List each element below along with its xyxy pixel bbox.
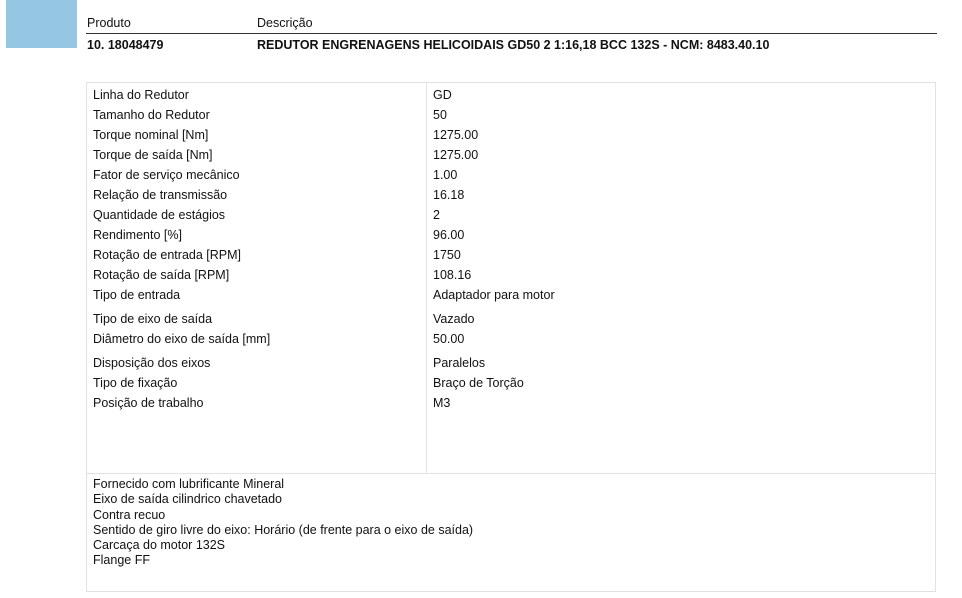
produto-code: 10. 18048479	[87, 38, 164, 52]
note-item: Eixo de saída cilindrico chavetado	[93, 492, 283, 507]
spec-label: Rotação de entrada [RPM]	[93, 248, 241, 262]
spec-label: Tipo de eixo de saída	[93, 312, 213, 326]
spec-value: 108.16	[433, 268, 472, 282]
spec-value: 1275.00	[433, 148, 479, 162]
note-item: Carcaça do motor 132S	[93, 538, 226, 553]
spec-value: 2	[433, 208, 440, 222]
spec-value: 96.00	[433, 228, 465, 242]
spec-label: Torque nominal [Nm]	[93, 128, 209, 142]
logo-block	[6, 0, 77, 48]
spec-label: Torque de saída [Nm]	[93, 148, 213, 162]
spec-label: Tipo de entrada	[93, 288, 181, 302]
spec-label: Fator de serviço mecânico	[93, 168, 240, 182]
spec-value: 16.18	[433, 188, 465, 202]
spec-label: Tamanho do Redutor	[93, 108, 210, 122]
spec-value: Paralelos	[433, 356, 486, 370]
spec-value: Braço de Torção	[433, 376, 524, 390]
product-description: REDUTOR ENGRENAGENS HELICOIDAIS GD50 2 1:16,18 BCC 132S - NCM: 8483.40.10	[257, 38, 770, 52]
spec-label: Posição de trabalho	[93, 396, 204, 410]
spec-value: 1275.00	[433, 128, 479, 142]
notes-list	[93, 477, 473, 569]
note-item: Contra recuo	[93, 507, 166, 522]
spec-label: Disposição dos eixos	[93, 356, 211, 370]
spec-value: Adaptador para motor	[433, 288, 555, 302]
spec-label: Rotação de saída [RPM]	[93, 268, 230, 282]
spec-value: Vazado	[433, 312, 475, 326]
note-item: Flange FF	[93, 553, 150, 568]
note-item: Fornecido com lubrificante Mineral	[93, 477, 285, 491]
spec-label: Rendimento [%]	[93, 228, 182, 242]
spec-value: 50.00	[433, 332, 465, 346]
spec-label: Diâmetro do eixo de saída [mm]	[93, 332, 271, 346]
descricao-label: Descrição	[257, 16, 313, 30]
spec-label: Quantidade de estágios	[93, 208, 226, 222]
spec-value: 1.00	[433, 168, 458, 182]
specs-column-divider	[426, 82, 427, 474]
spec-value: GD	[433, 88, 452, 102]
header-divider	[86, 33, 937, 34]
produto-label: Produto	[87, 16, 131, 30]
spec-label: Linha do Redutor	[93, 88, 189, 102]
spec-value: M3	[433, 396, 451, 410]
note-item: Sentido de giro livre do eixo: Horário (de frente para o eixo de saída)	[93, 522, 474, 537]
spec-value: 50	[433, 108, 447, 122]
spec-value: 1750	[433, 248, 461, 262]
spec-label: Tipo de fixação	[93, 376, 178, 390]
spec-label: Relação de transmissão	[93, 188, 228, 202]
